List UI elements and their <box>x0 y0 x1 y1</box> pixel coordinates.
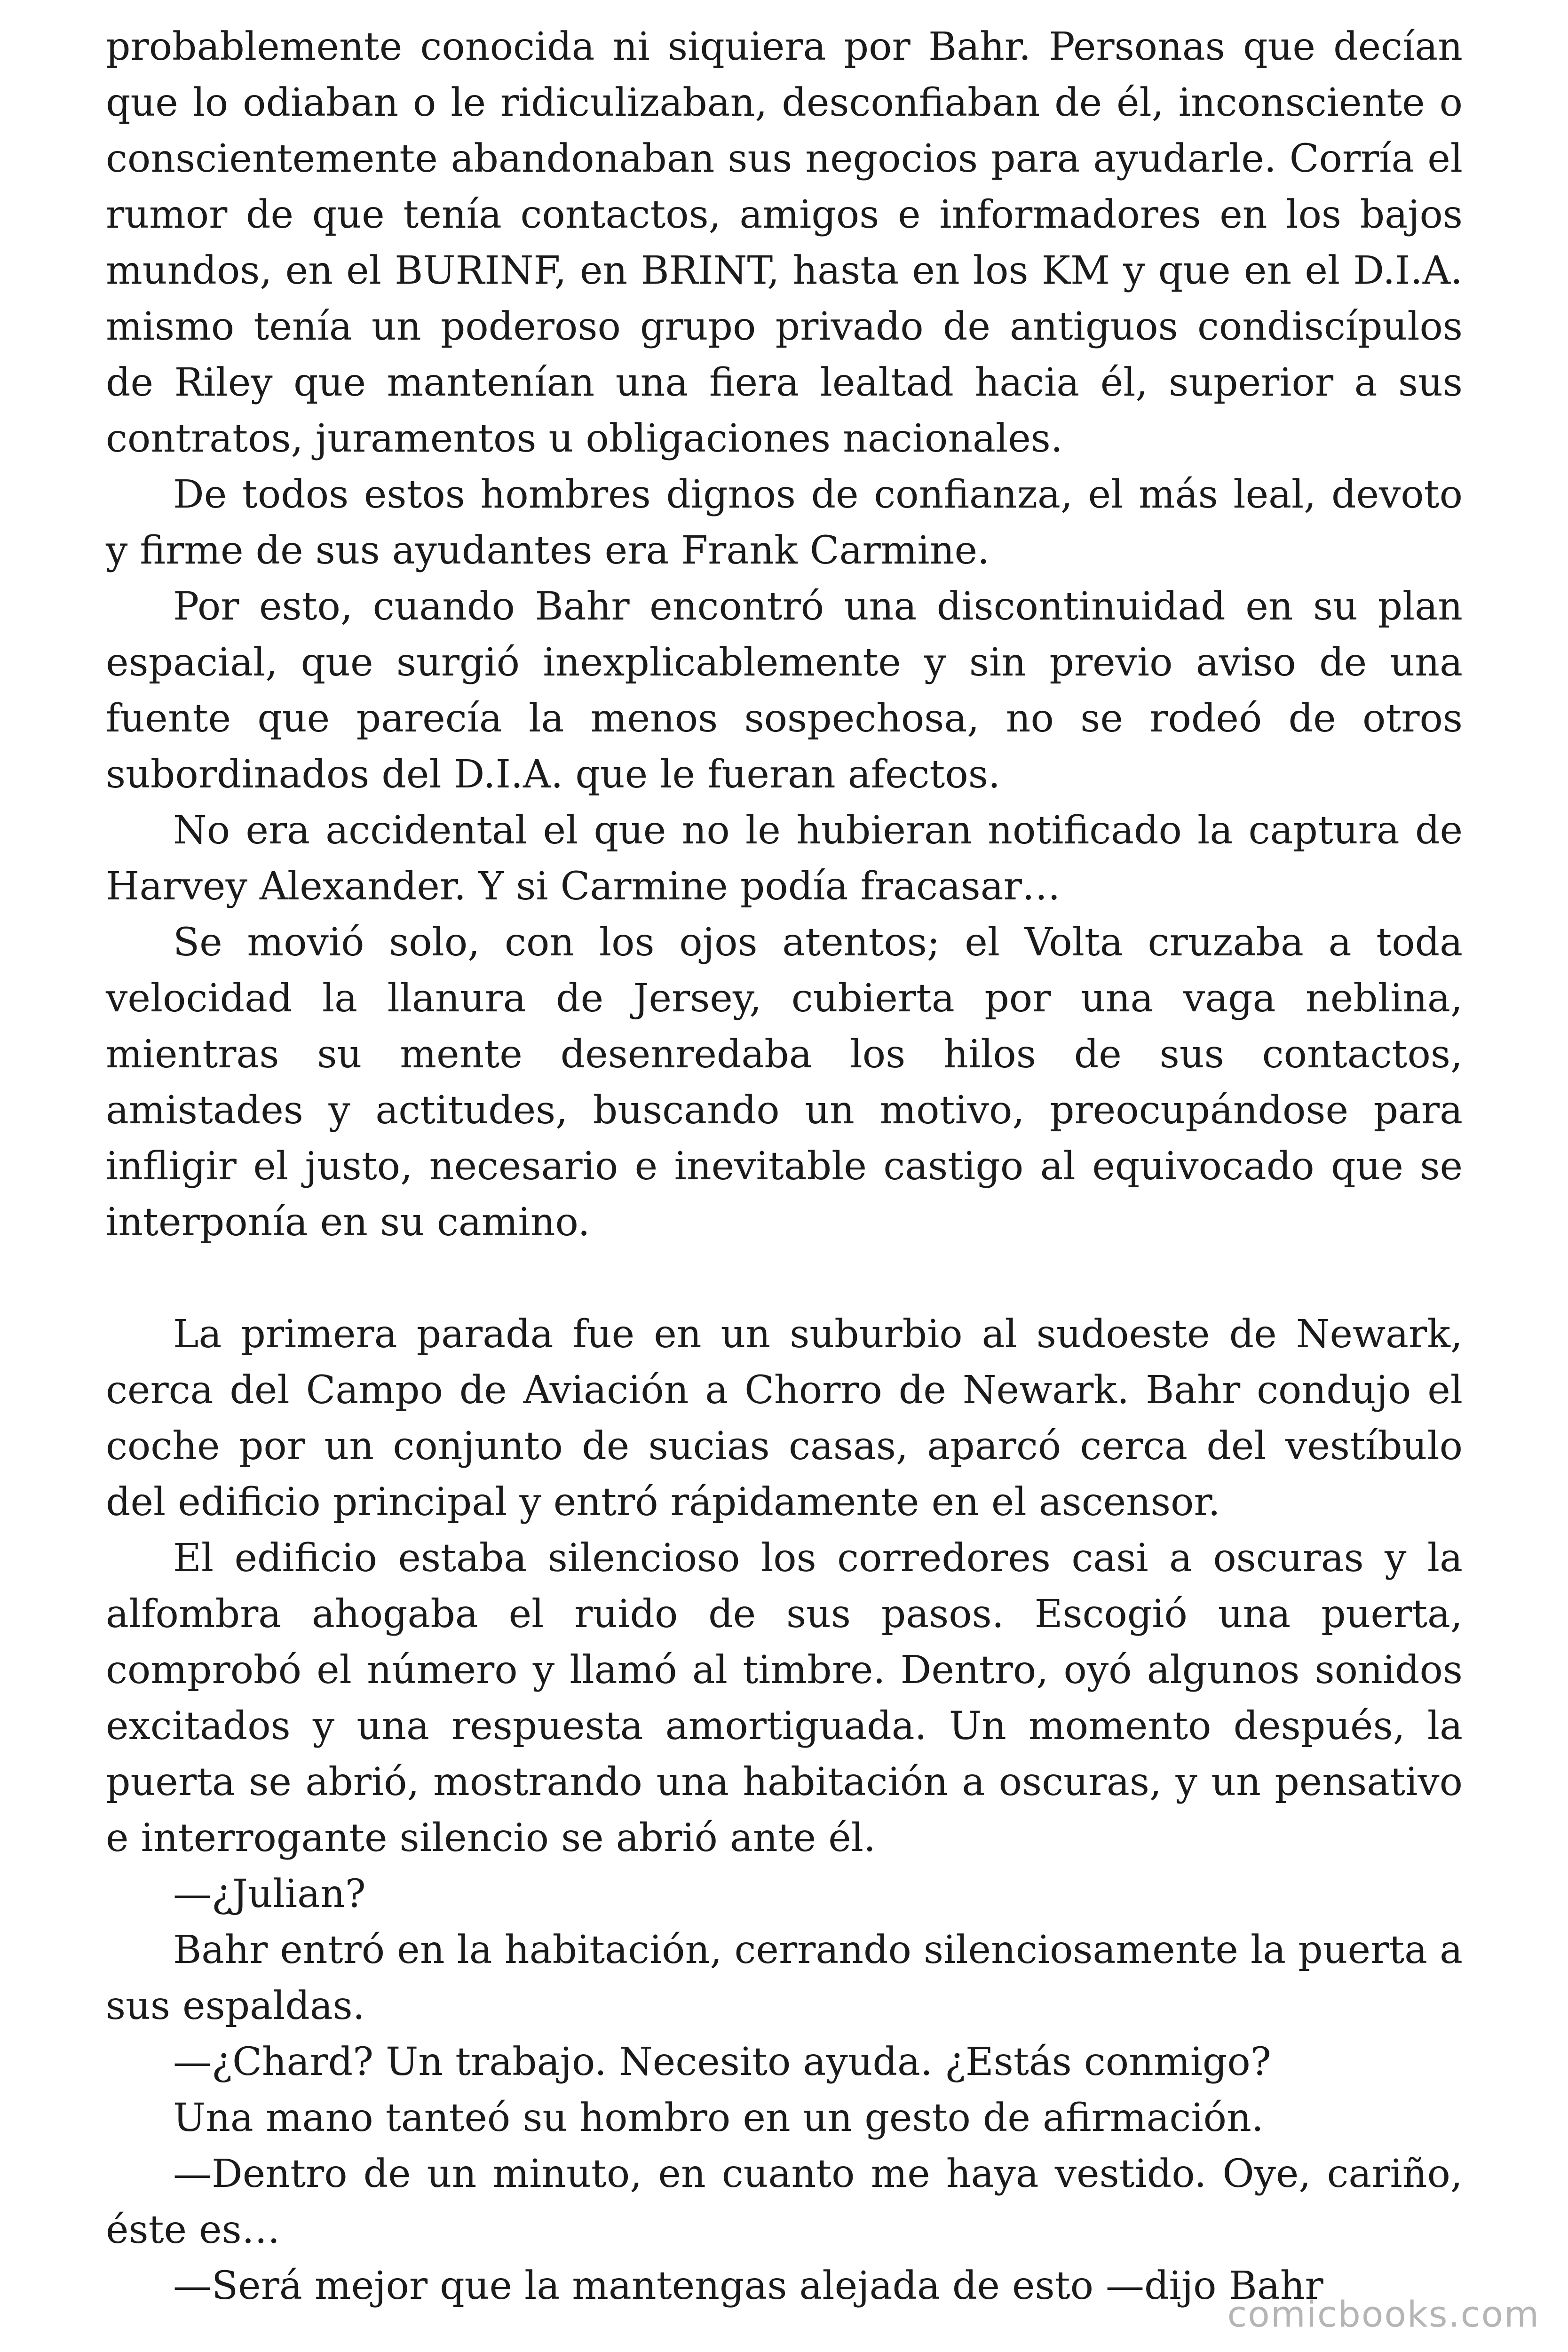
section-break <box>106 1250 1463 1306</box>
dialogue-line: —¿Chard? Un trabajo. Necesito ayuda. ¿Estás conmigo? <box>173 2040 1271 2084</box>
paragraph: El edificio estaba silencioso los corredores casi a oscuras y la alfombra ahogaba el ruido de sus pasos. Escogió una puerta, comprobó el número y llamó al timbre. Dentro, oyó algunos sonidos excitados y una respuesta amortiguada. Un momento después, la puerta se abrió, mostrando una habitación a oscuras, y un pensativo e interrogante silencio se abrió ante él. <box>106 1536 1463 1860</box>
paragraph: Se movió solo, con los ojos atentos; el Volta cruzaba a toda velocidad la llanura de Jersey, cubierta por una vaga neblina, mientras su mente desenredaba los hilos de sus contactos, amistades y actitudes, buscando un motivo, preocupándose para infligir el justo, necesario e inevitable castigo al equivocado que se interponía en su camino. <box>106 920 1463 1245</box>
watermark: comicbooks.com <box>1227 2293 1540 2335</box>
book-page <box>106 19 1463 2314</box>
paragraph: De todos estos hombres dignos de confianza, el más leal, devoto y firme de sus ayudantes era Frank Carmine. <box>106 472 1463 573</box>
paragraph-continuation: probablemente conocida ni siquiera por Bahr. Personas que decían que lo odiaban o le ridiculizaban, desconfiaban de él, inconsciente o conscientemente abandonaban sus negocios para ayudarle. Corría el rumor de que tenía contactos, amigos e informadores en los bajos mundos, en el BURINF, en BRINT, hasta en los KM y que en el D.I.A. mismo tenía un poderoso grupo privado de antiguos condiscípulos de Riley que mantenían una fiera lealtad hacia él, superior a sus contratos, juramentos u obligaciones nacionales. <box>106 24 1463 461</box>
paragraph: La primera parada fue en un suburbio al sudoeste de Newark, cerca del Campo de Aviación a Chorro de Newark. Bahr condujo el coche por un conjunto de sucias casas, aparcó cerca del vestíbulo del edificio principal y entró rápidamente en el ascensor. <box>106 1312 1463 1525</box>
dialogue-line: —Dentro de un minuto, en cuanto me haya vestido. Oye, cariño, éste es… <box>106 2152 1463 2252</box>
dialogue-line: —Será mejor que la mantengas alejada de esto —dijo Bahr <box>173 2264 1323 2308</box>
paragraph: Por esto, cuando Bahr encontró una discontinuidad en su plan espacial, que surgió inexplicablemente y sin previo aviso de una fuente que parecía la menos sospechosa, no se rodeó de otros subordinados del D.I.A. que le fueran afectos. <box>106 584 1463 797</box>
paragraph: No era accidental el que no le hubieran notificado la captura de Harvey Alexander. Y si Carmine podía fracasar… <box>106 808 1463 909</box>
paragraph: Bahr entró en la habitación, cerrando silenciosamente la puerta a sus espaldas. <box>106 1928 1463 2028</box>
paragraph: Una mano tanteó su hombro en un gesto de afirmación. <box>173 2096 1264 2140</box>
dialogue-line: —¿Julian? <box>173 1872 366 1916</box>
